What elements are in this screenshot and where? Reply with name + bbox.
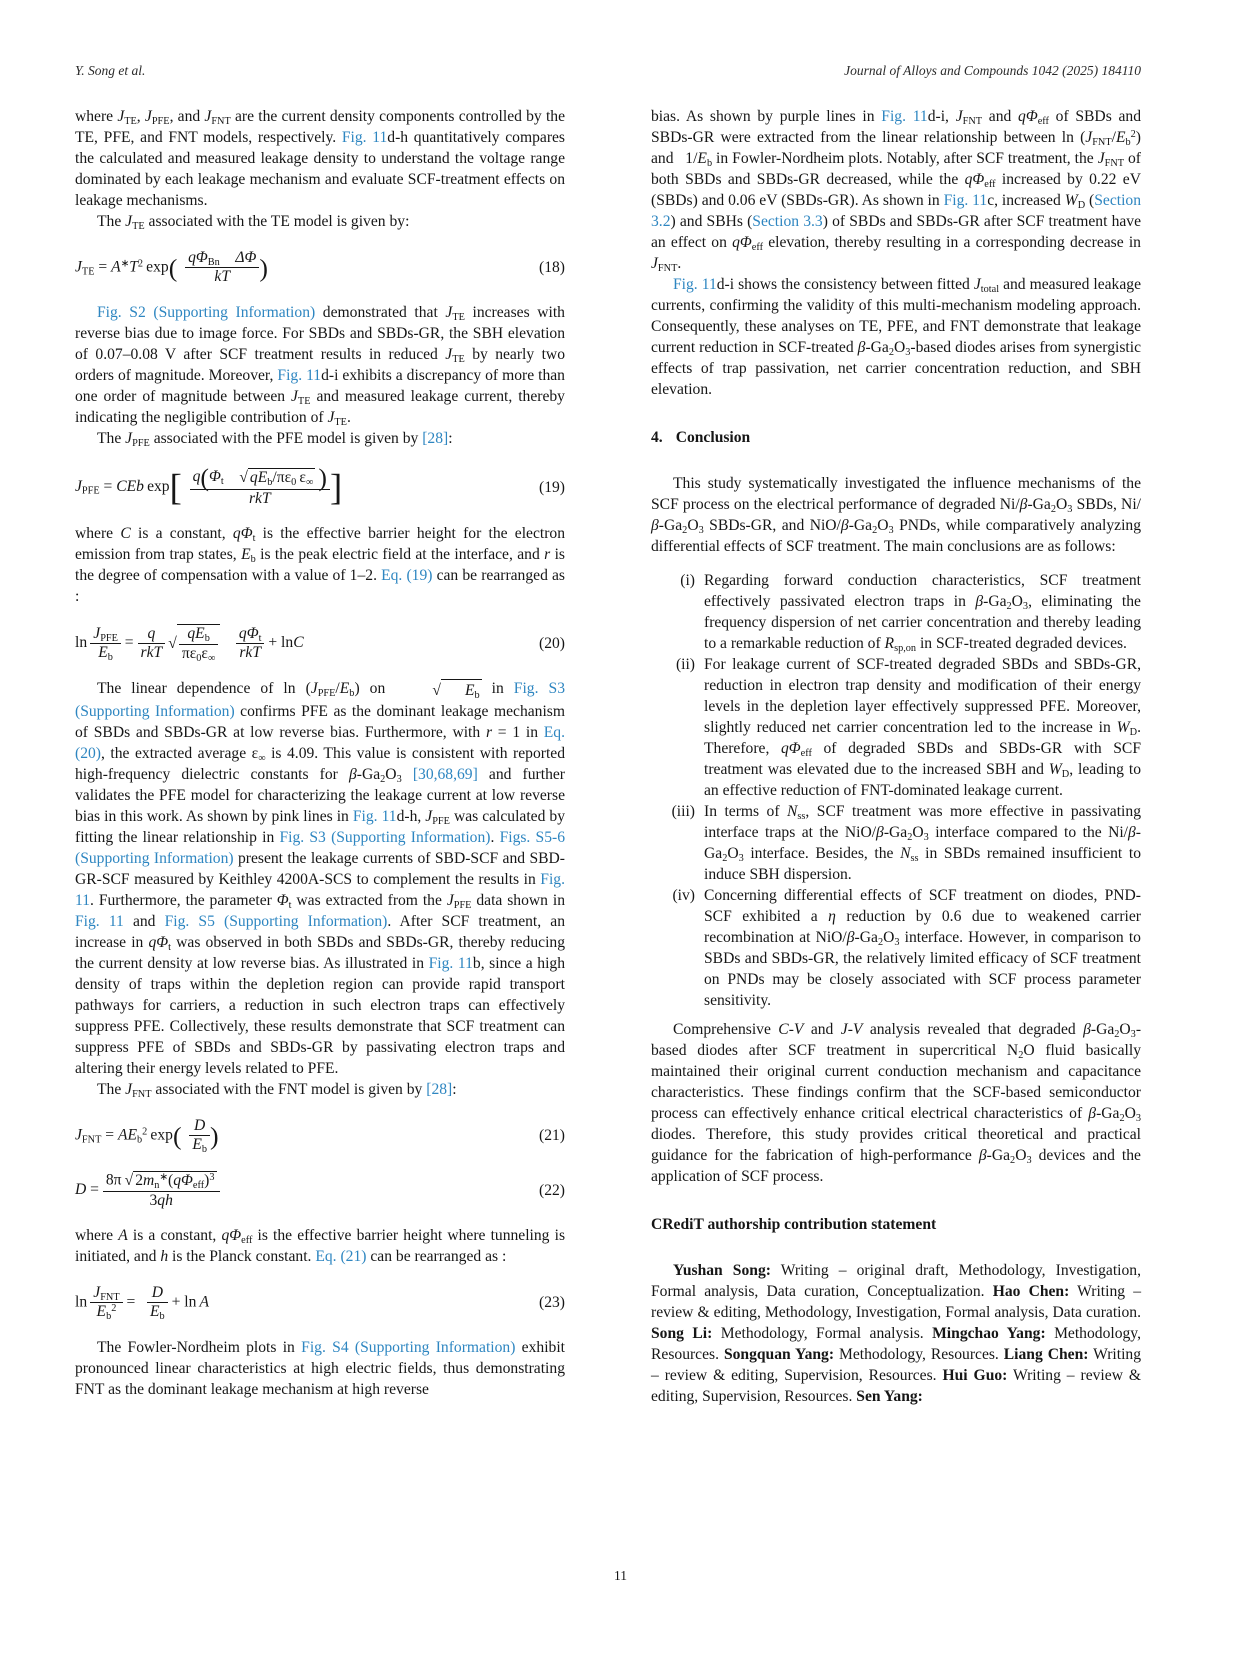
reference-link[interactable]: Fig. 11 xyxy=(277,366,322,384)
heading-title: Conclusion xyxy=(675,429,751,446)
equation-number: (18) xyxy=(539,259,565,277)
reference-link[interactable]: Figs. S5-6 xyxy=(499,828,565,846)
reference-link[interactable]: [28] xyxy=(422,429,449,447)
reference-link[interactable]: [30,68,69] xyxy=(412,765,478,783)
reference-link[interactable]: Fig. S3 xyxy=(513,680,565,698)
reference-link[interactable]: Eq. (20) xyxy=(75,723,565,762)
reference-link[interactable]: Eq. (21) xyxy=(315,1248,367,1266)
equation-body: $J_{TE} = A^∗T^2$ exp( $q\Phi_{Bn}$ ΔΦ kT ) xyxy=(75,249,268,286)
paragraph: The $J_{TE}$ associated with the TE model is given by: xyxy=(97,213,410,232)
reference-link[interactable]: (Supporting Information) xyxy=(75,849,234,867)
paragraph: where C is a constant, $q\Phi_t$ is the effective barrier height for the electron emission from trap states, $E_b$ is the peak electric field at the interface, and r is the degree of compensation with a value of 1–2. Eq. (19) can be rearranged as : xyxy=(75,525,565,606)
page-footer xyxy=(0,1568,1241,1584)
reference-link[interactable]: Fig. S4 xyxy=(301,1338,349,1356)
running-head-journal: Journal of Alloys and Compounds 1042 (2025) 184110 xyxy=(844,63,1141,78)
reference-link[interactable]: (Supporting Information) xyxy=(354,1338,516,1356)
reference-link[interactable]: Fig. 11 xyxy=(352,807,397,825)
reference-link[interactable]: Fig. S2 xyxy=(97,303,146,321)
paragraph: The $J_{PFE}$ associated with the PFE model is given by [28]: xyxy=(97,429,453,449)
paragraph: The Fowler-Nordheim plots in Fig. S4 (Supporting Information) exhibit pronounced linear characteristics at high electric fields, thus demonstrating FNT as the dominant leakage mechanism at high reverse xyxy=(75,1338,565,1398)
section-heading xyxy=(651,1214,1141,1235)
equation-number: (21) xyxy=(539,1126,565,1144)
display-equation xyxy=(75,1171,565,1210)
equation-body: ln $J_{PFE}$ $E_b$ = q rkT √ $qE_b$ $\pi\varepsilon_0\varepsilon_\infty$ $q\Phi_t$ rkT + lnC xyxy=(75,624,304,664)
reference-link[interactable]: Section 3.3 xyxy=(752,213,823,230)
list-item-label: (ii) xyxy=(675,656,695,673)
left-column xyxy=(75,106,565,1407)
paragraph: The $J_{FNT}$ associated with the FNT model is given by [28]: xyxy=(97,1080,457,1100)
reference-link[interactable]: Fig. 11 xyxy=(341,129,388,146)
list-item-text: Regarding forward conduction characteristics, SCF treatment effectively passivated electron traps in $\beta-Ga_2O_3$, eliminating the frequency dispersion of net carrier concentration and thereby leading to a remarkable reduction of $R_{sp,on}$ in SCF-treated degraded devices. xyxy=(704,572,1141,654)
equation-number: (23) xyxy=(539,1294,565,1312)
equation-body: D = 8π √ $2m_n^∗(q\Phi_{eff})^3$ 3qh xyxy=(75,1171,531,1210)
list-item xyxy=(651,885,1141,1011)
paragraph: where $J_{TE}$, $J_{PFE}$, and $J_{FNT}$ are the current density components controlled by the TE, PFE, and FNT models, respectively. Fig. 11d-h quantitatively compares the calculated and measured leakage density to understand the voltage range dominated by each leakage mechanism and evaluate SCF-treatment effects on leakage mechanisms. xyxy=(75,108,565,209)
paragraph: This study systematically investigated the influence mechanisms of the SCF process on the electrical performance of degraded $Ni/\beta-Ga_2O_3$ SBDs, $Ni/\beta-Ga_2O_3$ SBDs-GR, and NiO/$\beta-Ga_2O_3$ PNDs, while comparatively analyzing differential effects of SCF treatment. The main conclusions are as follows: xyxy=(651,475,1141,555)
display-equation xyxy=(75,462,565,509)
display-equation xyxy=(75,249,565,287)
paragraph: Fig. 11d-i shows the consistency between fitted $J_{total}$ and measured leakage currents, confirming the validity of this multi-mechanism modeling approach. Consequently, these analyses on TE, PFE, and FNT demonstrate that leakage current reduction in SCF-treated $\beta-Ga_2O_3$-based diodes arises from synergistic effects of trap passivation, net carrier concentration reduction, and SBH elevation. xyxy=(651,276,1141,398)
reference-link[interactable]: Fig. 11 xyxy=(428,954,473,972)
equation-body: ln $J_{FNT}$ $E_b^2$ = $\frac{D}{E_b}$ + ln A xyxy=(75,1284,210,1323)
right-column xyxy=(651,106,1141,1407)
list-item xyxy=(651,570,1141,654)
reference-link[interactable]: (Supporting Information) xyxy=(153,303,316,321)
reference-link[interactable]: Section 3.2 xyxy=(651,192,1141,230)
display-equation xyxy=(75,624,565,663)
reference-link[interactable]: Fig. 11 xyxy=(943,192,988,209)
list-item-text: Concerning differential effects of SCF treatment on diodes, PND-SCF exhibited a η reduction by 0.6 due to weakened carrier recombination at NiO/$\beta-Ga_2O_3$ interface. However, in comparison to SBDs and SBDs-GR, the relatively limited efficacy of SCF treatment on PNDs may be closely associated with SCF process parameter sensitivity. xyxy=(704,887,1141,1009)
paragraph: Comprehensive C-V and J-V analysis revealed that degraded $\beta-Ga_2O_3$-based diodes after SCF treatment in supercritical $N_2O$ fluid basically maintained their original current conduction mechanism and capacitance characteristics. These findings confirm that the SCF-based semiconductor process can effectively enhance critical electrical characteristics of $\beta-Ga_2O_3$ diodes. Therefore, this study provides critical theoretical and practical guidance for the fabrication of high-performance $\beta-Ga_2O_3$ devices and the application of SCF process. xyxy=(651,1021,1142,1185)
reference-link[interactable]: Fig. S5 xyxy=(164,912,215,930)
reference-link[interactable]: (Supporting Information) xyxy=(224,912,388,930)
reference-link[interactable]: (Supporting Information) xyxy=(75,702,235,720)
equation-body: $J_{PFE}$ = CEb exp[ $q(\Phi_t$ √ $qE_b/\pi\varepsilon_0$ $\varepsilon_\infty$ ) rkT ] xyxy=(75,462,343,508)
reference-link[interactable]: Fig. 11 xyxy=(75,870,565,909)
equation-number: (20) xyxy=(539,635,565,653)
paragraph: bias. As shown by purple lines in Fig. 11d-i, $J_{FNT}$ and $q\Phi_{eff}$ of SBDs and SBDs-GR were extracted from the linear relationship between $\ln (J_{FNT}/E_b^2)$ and $1/E_b$ in Fowler-Nordheim plots. Notably, after SCF treatment, the $J_{FNT}$ of both SBDs and SBDs-GR decreased, while the $q\Phi_{eff}$ increased by 0.22 eV (SBDs) and 0.06 eV (SBDs-GR). As shown in Fig. 11c, increased $W_D$ (Section 3.2) and SBHs (Section 3.3) of SBDs and SBDs-GR after SCF treatment have an effect on $q\Phi_{eff}$ elevation, thereby resulting in a corresponding decrease in $J_{FNT}$. xyxy=(651,108,1142,274)
heading-title: CRediT authorship contribution statement xyxy=(651,1216,937,1233)
equation-number: (22) xyxy=(539,1182,565,1200)
page-header xyxy=(75,63,1141,79)
paragraph: Yushan Song: Writing – original draft, Methodology, Investigation, Formal analysis, Data curation, Conceptualization. Hao Chen: Writing – review & editing, Methodology, Investigation, Formal analysis, Data curation. Song Li: Methodology, Formal analysis. Mingchao Yang: Methodology, Resources. Songquan Yang: Methodology, Resources. Liang Chen: Writing – review & editing, Supervision, Resources. Hui Guo: Writing – review & editing, Supervision, Resources. Sen Yang: xyxy=(651,1262,1142,1405)
reference-link[interactable]: Fig. 11 xyxy=(75,912,124,930)
list-item-text: For leakage current of SCF-treated degraded SBDs and SBDs-GR, reduction in electron trap density and modification of their energy levels in the depletion layer effectively suppressed PFE. Moreover, slightly reduced net carrier concentration led to the increase in $W_D$. Therefore, $q\Phi_{eff}$ of degraded SBDs and SBDs-GR with SCF treatment was elevated due to the increased SBH and $W_D$, leading to an effective reduction of FNT-dominated leakage current. xyxy=(704,656,1142,799)
list-item-label: (i) xyxy=(680,572,695,589)
list-item-text: In terms of $N_{ss}$, SCF treatment was more effective in passivating interface traps at the NiO/$\beta-Ga_2O_3$ interface compared to the $Ni/\beta-Ga_2O_3$ interface. Besides, the $N_{ss}$ in SBDs remained insufficient to induce SBH dispersion. xyxy=(704,803,1142,883)
equation-body: $J_{FNT} = AE_b^2$ exp( $\frac{D}{E_b}$ ) xyxy=(75,1116,219,1155)
heading-number: 4. xyxy=(651,429,663,446)
reference-link[interactable]: (Supporting Information) xyxy=(331,828,491,846)
section-heading xyxy=(651,427,1141,448)
two-column-body xyxy=(75,106,1141,1407)
reference-link[interactable]: Fig. 11 xyxy=(881,108,928,125)
reference-link[interactable]: Fig. S3 xyxy=(279,828,326,846)
list-item-label: (iii) xyxy=(671,803,695,820)
list-item xyxy=(651,654,1141,801)
paragraph: Fig. S2 (Supporting Information) demonstrated that $J_{TE}$ increases with reverse bias due to image force. For SBDs and SBDs-GR, the SBH elevation of 0.07–0.08 V after SCF treatment results in reduced $J_{TE}$ by nearly two orders of magnitude. Moreover, Fig. 11d-i exhibits a discrepancy of more than one order of magnitude between $J_{TE}$ and measured leakage current, thereby indicating the negligible contribution of $J_{TE}$. xyxy=(75,303,565,428)
equation-number: (19) xyxy=(539,478,565,496)
paragraph: The linear dependence of $\ln (J_{PFE}/E_b)$ on √ $E_b$ in Fig. S3 (Supporting Information) confirms PFE as the dominant leakage mechanism of SBDs and SBDs-GR at low reverse bias. Furthermore, with r = 1 in Eq. (20), the extracted average $\varepsilon_\infty$ is 4.09. This value is consistent with reported high-frequency dielectric constants for $\beta-Ga_2O_3$ [30,68,69] and further validates the PFE model for characterizing the leakage current at low reverse bias in this work. As shown by pink lines in Fig. 11d-h, $J_{PFE}$ was calculated by fitting the linear relationship in Fig. S3 (Supporting Information). Figs. S5-6 (Supporting Information) present the leakage currents of SBD-SCF and SBD-GR-SCF measured by Keithley 4200A-SCS to complement the results in Fig. 11. Furthermore, the parameter $\Phi_t$ was extracted from the $J_{PFE}$ data shown in Fig. 11 and Fig. S5 (Supporting Information). After SCF treatment, an increase in $q\Phi_t$ was observed in both SBDs and SBDs-GR, thereby reducing the current density at low reverse bias. As illustrated in Fig. 11b, since a high density of traps within the depletion region can provide rapid transport pathways for carriers, a reduction in such electron traps can effectively suppress PFE. Collectively, these results demonstrate that SCF treatment can suppress PFE of SBDs and SBDs-GR by passivating electron traps and altering their energy levels related to PFE. xyxy=(75,680,566,1077)
list-item-label: (iv) xyxy=(672,887,695,904)
display-equation xyxy=(75,1284,565,1322)
paragraph: where A is a constant, $q\Phi_{eff}$ is the effective barrier height where tunneling is initiated, and h is the Planck constant. Eq. (21) can be rearranged as : xyxy=(75,1227,566,1266)
conclusion-list xyxy=(651,570,1141,1011)
reference-link[interactable]: Eq. (19) xyxy=(381,567,433,585)
page-number: 11 xyxy=(614,1568,627,1583)
display-equation xyxy=(75,1117,565,1155)
reference-link[interactable]: [28] xyxy=(426,1080,453,1098)
running-head-author: Y. Song et al. xyxy=(75,63,146,78)
list-item xyxy=(651,801,1141,885)
reference-link[interactable]: Fig. 11 xyxy=(673,276,717,293)
